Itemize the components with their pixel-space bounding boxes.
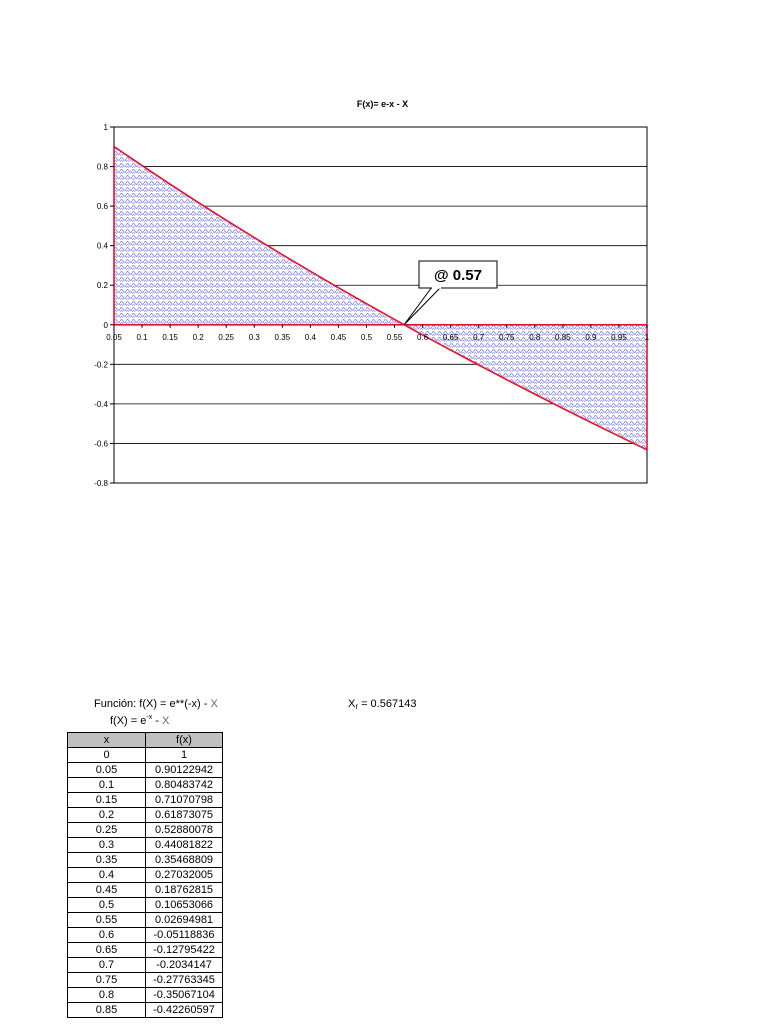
column-header-x: x: [68, 733, 146, 748]
cell-fx: 1: [146, 748, 223, 763]
annotation-label: @ 0.57: [434, 267, 482, 284]
cell-x: 0: [68, 748, 146, 763]
cell-x: 0.45: [68, 883, 146, 898]
x-tick-label: 1: [644, 332, 650, 342]
cell-x: 0.15: [68, 793, 146, 808]
root-label: X: [348, 698, 356, 710]
function-definition-alt: [110, 714, 169, 727]
y-tick-label: 1: [103, 123, 108, 132]
chart-title: F(x)= e-x - X: [356, 99, 409, 109]
cell-x: 0.85: [68, 1003, 146, 1018]
y-tick-label: 0.8: [96, 162, 108, 172]
x-tick-label: 0.85: [555, 332, 571, 342]
x-tick-label: 0.1: [136, 332, 148, 342]
table-row: [68, 823, 223, 838]
cell-fx: -0.35067104: [146, 988, 223, 1003]
series-area: [114, 147, 647, 450]
cell-fx: -0.12795422: [146, 943, 223, 958]
table-row: [68, 748, 223, 763]
x-tick-label: 0.3: [248, 332, 260, 342]
cell-fx: 0.80483742: [146, 778, 223, 793]
annotation-pointer: [404, 287, 441, 325]
table-row: [68, 913, 223, 928]
x-tick-label: 0.8: [529, 332, 541, 342]
table-row: [68, 793, 223, 808]
x-tick-label: 0.75: [498, 332, 515, 342]
table-row: [68, 868, 223, 883]
y-tick-label: 0: [103, 320, 108, 330]
y-tick-label: 0.2: [96, 281, 108, 291]
table-row: [68, 778, 223, 793]
table-row: [68, 973, 223, 988]
table-row: [68, 958, 223, 973]
x-tick-label: 0.4: [304, 332, 316, 342]
table-row: [68, 808, 223, 823]
cell-x: 0.6: [68, 928, 146, 943]
cell-fx: 0.35468809: [146, 853, 223, 868]
fx2-exponent: -x: [146, 714, 153, 721]
cell-x: 0.7: [68, 958, 146, 973]
x-tick-label: 0.9: [585, 332, 597, 342]
x-tick-label: 0.5: [360, 332, 373, 342]
x-tick-label: 0.7: [473, 332, 485, 342]
cell-fx: 0.61873075: [146, 808, 223, 823]
x-tick-label: 0.6: [417, 332, 429, 342]
root-subscript: r: [355, 702, 359, 711]
function-expression: f(X) = e**(-x) -: [139, 698, 211, 710]
table-row: [68, 928, 223, 943]
cell-fx: 0.27032005: [146, 868, 223, 883]
cell-x: 0.35: [68, 853, 146, 868]
root-value: = 0.567143: [358, 698, 417, 710]
x-tick-label: 0.25: [218, 332, 234, 342]
x-tick-label: 0.45: [330, 332, 347, 342]
cell-x: 0.1: [68, 778, 146, 793]
function-variable: X: [210, 698, 218, 710]
cell-fx: -0.42260597: [146, 1003, 223, 1018]
table-row: [68, 988, 223, 1003]
y-tick-label: -0.6: [94, 439, 108, 449]
cell-x: 0.5: [68, 898, 146, 913]
table-row: [68, 853, 223, 868]
x-tick-label: 0.55: [386, 332, 403, 342]
table-row: [68, 838, 223, 853]
cell-x: 0.25: [68, 823, 146, 838]
function-label: Función:: [94, 698, 137, 710]
cell-x: 0.4: [68, 868, 146, 883]
x-tick-label: 0.2: [192, 332, 204, 342]
x-tick-label: 0.05: [106, 332, 122, 342]
function-definition: [94, 698, 218, 710]
table-header-row: [68, 733, 223, 748]
cell-fx: 0.18762815: [146, 883, 223, 898]
cell-x: 0.65: [68, 943, 146, 958]
cell-fx: -0.2034147: [146, 958, 223, 973]
cell-x: 0.05: [68, 763, 146, 778]
fx2-variable: X: [162, 715, 170, 727]
x-tick-label: 0.95: [611, 332, 627, 342]
cell-fx: 0.10653066: [146, 898, 223, 913]
cell-x: 0.2: [68, 808, 146, 823]
y-tick-label: -0.8: [94, 479, 108, 488]
values-table: [67, 732, 223, 1018]
cell-x: 0.8: [68, 988, 146, 1003]
fx2-base: f(X) = e: [110, 715, 147, 727]
cell-fx: 0.44081822: [146, 838, 223, 853]
cell-fx: 0.71070798: [146, 793, 223, 808]
fx2-rest: -: [152, 715, 162, 727]
table-row: [68, 1003, 223, 1018]
x-tick-label: 0.15: [162, 332, 178, 342]
cell-x: 0.55: [68, 913, 146, 928]
cell-fx: 0.02694981: [146, 913, 223, 928]
cell-fx: -0.27763345: [146, 973, 223, 988]
table-row: [68, 763, 223, 778]
y-tick-label: -0.2: [94, 360, 108, 370]
cell-x: 0.75: [68, 973, 146, 988]
table-row: [68, 883, 223, 898]
root-result: [348, 698, 416, 711]
x-tick-label: 0.65: [442, 332, 459, 342]
column-header-fx: f(x): [146, 733, 223, 748]
y-tick-label: 0.4: [96, 241, 108, 251]
y-tick-label: -0.4: [94, 399, 108, 409]
table-row: [68, 898, 223, 913]
cell-fx: 0.52880078: [146, 823, 223, 838]
table-row: [68, 943, 223, 958]
cell-fx: -0.05118836: [146, 928, 223, 943]
cell-fx: 0.90122942: [146, 763, 223, 778]
cell-x: 0.3: [68, 838, 146, 853]
x-tick-label: 0.35: [274, 332, 291, 342]
y-tick-label: 0.6: [96, 202, 108, 212]
